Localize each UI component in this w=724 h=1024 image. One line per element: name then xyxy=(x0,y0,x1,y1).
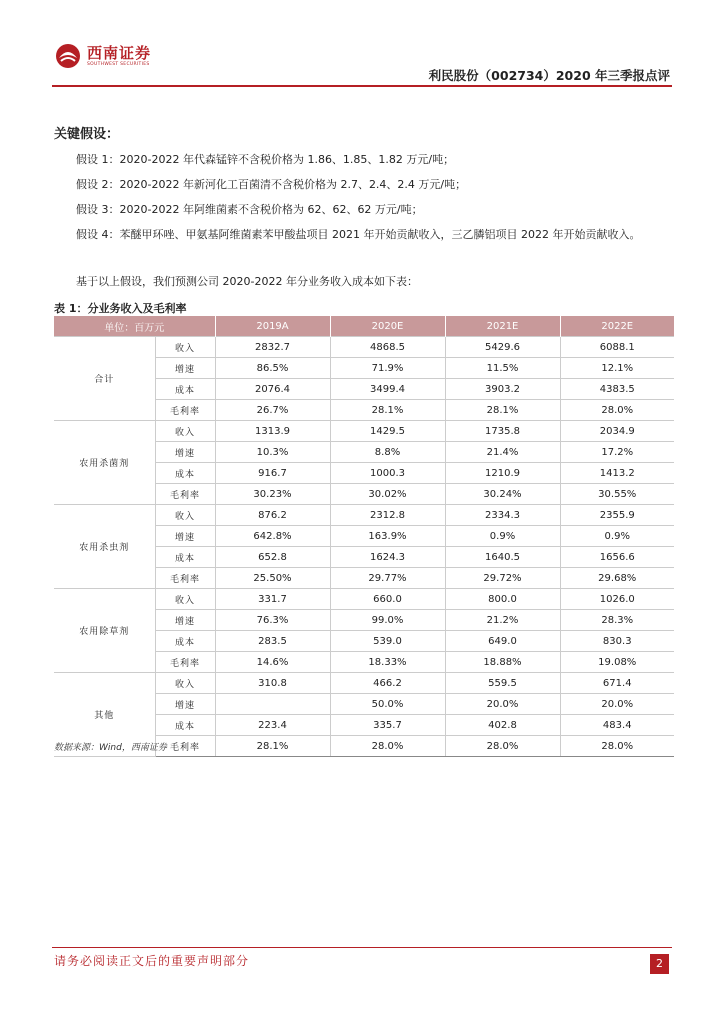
table-cell: 466.2 xyxy=(330,673,445,694)
column-header: 2019A xyxy=(215,316,330,337)
table-cell: 163.9% xyxy=(330,526,445,547)
table-cell: 331.7 xyxy=(215,589,330,610)
metric-label: 增速 xyxy=(155,358,215,379)
metric-label: 收入 xyxy=(155,589,215,610)
data-source: 数据来源：Wind，西南证券 xyxy=(54,743,167,753)
table-cell: 483.4 xyxy=(560,715,674,736)
table-cell: 642.8% xyxy=(215,526,330,547)
table-row xyxy=(54,673,674,694)
table-cell: 1735.8 xyxy=(445,421,560,442)
table-cell: 1026.0 xyxy=(560,589,674,610)
table-cell: 99.0% xyxy=(330,610,445,631)
column-header: 2021E xyxy=(445,316,560,337)
company-logo xyxy=(54,42,151,70)
table-cell: 1210.9 xyxy=(445,463,560,484)
logo-cn-text: 西南证券 xyxy=(87,43,152,62)
column-header: 2022E xyxy=(560,316,674,337)
column-header: 2020E xyxy=(330,316,445,337)
table-cell: 25.50% xyxy=(215,568,330,589)
footer-disclaimer: 请务必阅读正文后的重要声明部分 xyxy=(54,954,250,968)
table-cell: 5429.6 xyxy=(445,337,560,358)
table-row xyxy=(54,589,674,610)
table-cell: 12.1% xyxy=(560,358,674,379)
table-cell: 30.55% xyxy=(560,484,674,505)
table-title: 表 1：分业务收入及毛利率 xyxy=(54,302,187,315)
logo-emblem-icon xyxy=(54,42,82,70)
metric-label: 成本 xyxy=(155,547,215,568)
metric-label: 成本 xyxy=(155,379,215,400)
metric-label: 成本 xyxy=(155,715,215,736)
table-cell: 11.5% xyxy=(445,358,560,379)
table-cell: 17.2% xyxy=(560,442,674,463)
metric-label: 增速 xyxy=(155,610,215,631)
table-cell: 2334.3 xyxy=(445,505,560,526)
forecast-intro: 基于以上假设，我们预测公司 2020-2022 年分业务收入成本如下表： xyxy=(76,275,418,288)
table-cell: 1000.3 xyxy=(330,463,445,484)
assumption-3: 假设 3：2020-2022 年阿维菌素不含税价格为 62、62、62 万元/吨； xyxy=(76,203,423,216)
table-cell: 652.8 xyxy=(215,547,330,568)
table-cell: 649.0 xyxy=(445,631,560,652)
table-cell: 14.6% xyxy=(215,652,330,673)
metric-label: 收入 xyxy=(155,505,215,526)
table-cell: 0.9% xyxy=(445,526,560,547)
table-header-row xyxy=(54,316,674,337)
table-cell: 539.0 xyxy=(330,631,445,652)
table-cell: 1656.6 xyxy=(560,547,674,568)
segment-name: 农用除草剂 xyxy=(54,589,155,673)
table-cell: 50.0% xyxy=(330,694,445,715)
table-row xyxy=(54,505,674,526)
metric-label: 收入 xyxy=(155,421,215,442)
metric-label: 增速 xyxy=(155,694,215,715)
table-cell: 8.8% xyxy=(330,442,445,463)
footer-divider xyxy=(52,947,672,948)
table-cell: 2076.4 xyxy=(215,379,330,400)
table-cell: 30.23% xyxy=(215,484,330,505)
table-cell: 28.0% xyxy=(560,400,674,421)
metric-label: 毛利率 xyxy=(155,736,215,757)
table-cell: 1313.9 xyxy=(215,421,330,442)
table-cell: 21.2% xyxy=(445,610,560,631)
table-cell: 21.4% xyxy=(445,442,560,463)
table-cell: 76.3% xyxy=(215,610,330,631)
table-cell: 3499.4 xyxy=(330,379,445,400)
metric-label: 毛利率 xyxy=(155,400,215,421)
segment-name: 合计 xyxy=(54,337,155,421)
table-cell: 559.5 xyxy=(445,673,560,694)
table-cell: 671.4 xyxy=(560,673,674,694)
table-cell: 29.77% xyxy=(330,568,445,589)
section-title: 关键假设： xyxy=(54,127,120,142)
table-cell: 283.5 xyxy=(215,631,330,652)
assumption-1: 假设 1：2020-2022 年代森锰锌不含税价格为 1.86、1.85、1.82 万元/吨； xyxy=(76,153,455,166)
metric-label: 毛利率 xyxy=(155,652,215,673)
table-cell: 30.24% xyxy=(445,484,560,505)
table-cell: 28.0% xyxy=(330,736,445,757)
table-cell: 1413.2 xyxy=(560,463,674,484)
table-cell: 18.88% xyxy=(445,652,560,673)
table-cell: 28.3% xyxy=(560,610,674,631)
table-cell: 71.9% xyxy=(330,358,445,379)
report-title: 利民股份（002734）2020 年三季报点评 xyxy=(428,68,670,83)
table-cell: 29.68% xyxy=(560,568,674,589)
table-cell: 2034.9 xyxy=(560,421,674,442)
metric-label: 毛利率 xyxy=(155,484,215,505)
table-cell: 335.7 xyxy=(330,715,445,736)
table-cell: 18.33% xyxy=(330,652,445,673)
table-cell: 28.1% xyxy=(445,400,560,421)
unit-header: 单位：百万元 xyxy=(54,316,215,337)
table-cell: 26.7% xyxy=(215,400,330,421)
table-cell: 28.1% xyxy=(330,400,445,421)
header-divider xyxy=(52,85,672,87)
segment-name: 其他 xyxy=(54,673,155,757)
table-cell: 916.7 xyxy=(215,463,330,484)
metric-label: 增速 xyxy=(155,442,215,463)
table-cell: 6088.1 xyxy=(560,337,674,358)
table-cell: 4868.5 xyxy=(330,337,445,358)
table-cell: 20.0% xyxy=(560,694,674,715)
table-cell: 2312.8 xyxy=(330,505,445,526)
assumption-2: 假设 2：2020-2022 年新河化工百菌清不含税价格为 2.7、2.4、2.4 万元/吨； xyxy=(76,178,467,191)
table-cell xyxy=(215,694,330,715)
table-cell: 28.0% xyxy=(560,736,674,757)
logo-en-text: SOUTHWEST SECURITIES xyxy=(87,61,150,67)
table-cell: 876.2 xyxy=(215,505,330,526)
table-cell: 4383.5 xyxy=(560,379,674,400)
table-cell: 402.8 xyxy=(445,715,560,736)
table-cell: 1640.5 xyxy=(445,547,560,568)
table-cell: 10.3% xyxy=(215,442,330,463)
table-body xyxy=(54,337,674,757)
table-cell: 30.02% xyxy=(330,484,445,505)
table-cell: 223.4 xyxy=(215,715,330,736)
table-cell: 1429.5 xyxy=(330,421,445,442)
segment-name: 农用杀虫剂 xyxy=(54,505,155,589)
table-cell: 1624.3 xyxy=(330,547,445,568)
table-row xyxy=(54,337,674,358)
table-row xyxy=(54,421,674,442)
table-cell: 2832.7 xyxy=(215,337,330,358)
table-cell: 800.0 xyxy=(445,589,560,610)
table-cell: 19.08% xyxy=(560,652,674,673)
table-cell: 2355.9 xyxy=(560,505,674,526)
table-cell: 86.5% xyxy=(215,358,330,379)
segment-name: 农用杀菌剂 xyxy=(54,421,155,505)
table-cell: 28.0% xyxy=(445,736,560,757)
metric-label: 成本 xyxy=(155,463,215,484)
page-number: 2 xyxy=(650,954,669,974)
segment-revenue-table xyxy=(54,316,674,757)
metric-label: 毛利率 xyxy=(155,568,215,589)
table-cell: 310.8 xyxy=(215,673,330,694)
metric-label: 收入 xyxy=(155,337,215,358)
metric-label: 收入 xyxy=(155,673,215,694)
table-cell: 830.3 xyxy=(560,631,674,652)
metric-label: 成本 xyxy=(155,631,215,652)
table-cell: 20.0% xyxy=(445,694,560,715)
assumption-4: 假设 4：苯醚甲环唑、甲氨基阿维菌素苯甲酸盐项目 2021 年开始贡献收入，三乙膦铝项目 2022 年开始贡献收入。 xyxy=(76,228,641,241)
table-cell: 660.0 xyxy=(330,589,445,610)
metric-label: 增速 xyxy=(155,526,215,547)
table-cell: 28.1% xyxy=(215,736,330,757)
table-cell: 29.72% xyxy=(445,568,560,589)
table-cell: 3903.2 xyxy=(445,379,560,400)
table-cell: 0.9% xyxy=(560,526,674,547)
